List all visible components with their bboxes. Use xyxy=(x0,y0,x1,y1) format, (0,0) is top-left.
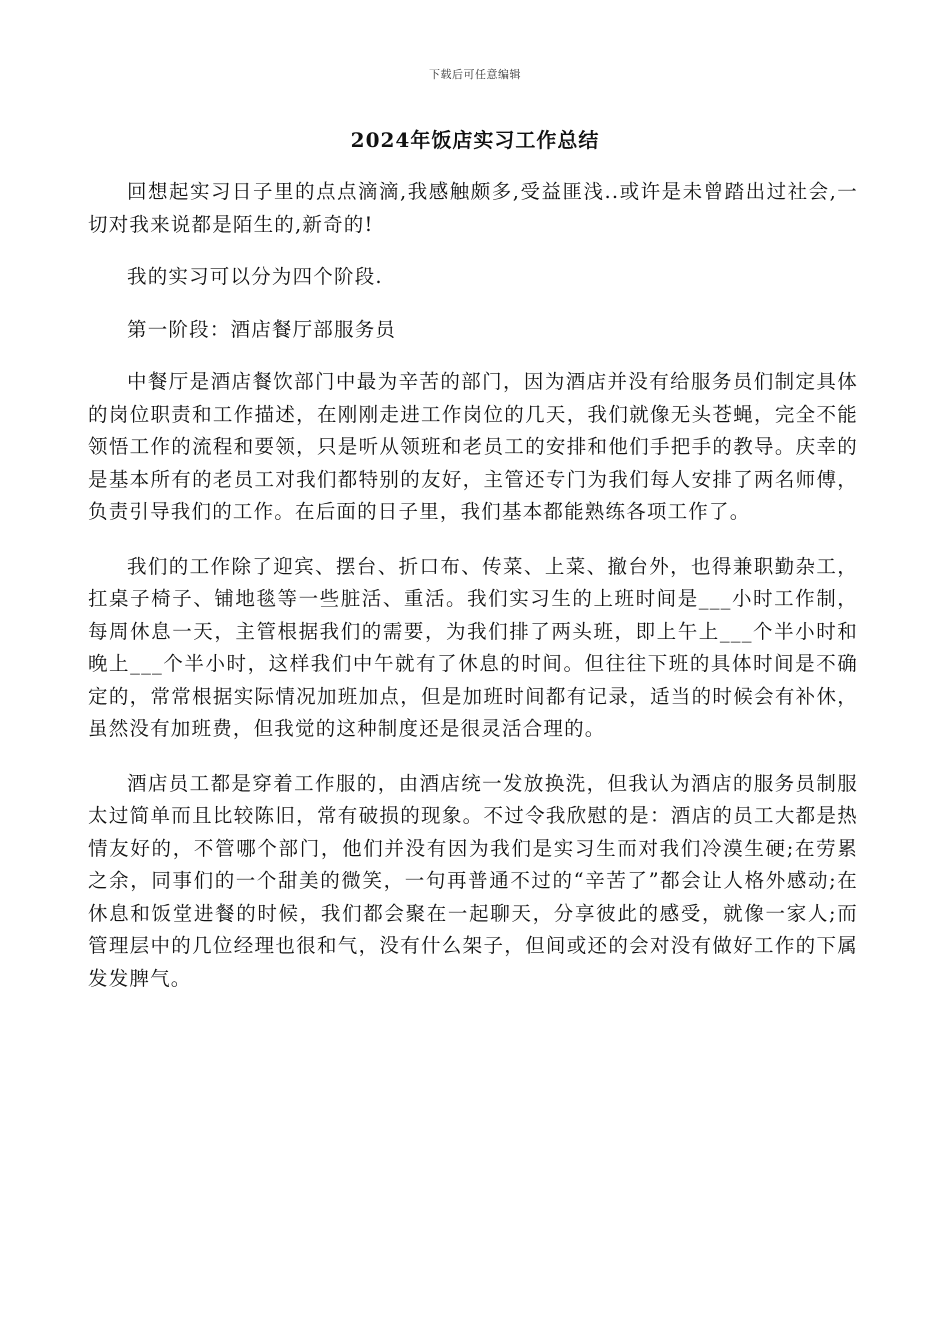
paragraph-work-duties: 我们的工作除了迎宾、摆台、折口布、传菜、上菜、撤台外，也得兼职勤杂工，扛桌子椅子、铺地毯等一些脏活、重活。我们实习生的上班时间是___小时工作制，每周休息一天，主管根据我们的需要，为我们排了两头班，即上午上___个半小时和晚上___个半小时，这样我们中午就有了休息的时间。但往往下班的具体时间是不确定的，常常根据实际情况加班加点，但是加班时间都有记录，适当的时候会有补休，虽然没有加班费，但我觉的这种制度还是很灵活合理的。 xyxy=(88,554,858,740)
header-note: 下载后可任意编辑 xyxy=(429,68,521,81)
section-heading-stage-one: 第一阶段：酒店餐厅部服务员 xyxy=(127,317,397,341)
document-title: 2024年饭店实习工作总结 xyxy=(350,128,600,152)
paragraph-staff-uniforms: 酒店员工都是穿着工作服的，由酒店统一发放换洗，但我认为酒店的服务员制服太过简单而且比较陈旧，常有破损的现象。不过令我欣慰的是：酒店的员工大都是热情友好的，不管哪个部门，他们并没有因为我们是实习生而对我们冷漠生硬;在劳累之余，同事们的一个甜美的微笑，一句再普通不过的“辛苦了”都会让人格外感动;在休息和饭堂进餐的时候，我们都会聚在一起聊天，分享彼此的感受，就像一家人;而管理层中的几位经理也很和气，没有什么架子，但间或还的会对没有做好工作的下属发发脾气。 xyxy=(88,771,858,990)
paragraph-stages: 我的实习可以分为四个阶段. xyxy=(127,265,383,288)
document-body xyxy=(88,176,858,995)
paragraph-intro: 回想起实习日子里的点点滴滴,我感触颇多,受益匪浅..或许是未曾踏出过社会,一切对我来说都是陌生的,新奇的! xyxy=(88,180,858,236)
paragraph-chinese-restaurant: 中餐厅是酒店餐饮部门中最为辛苦的部门，因为酒店并没有给服务员们制定具体的岗位职责和工作描述，在刚刚走进工作岗位的几天，我们就像无头苍蝇，完全不能领悟工作的流程和要领，只是听从领班和老员工的安排和他们手把手的教导。庆幸的是基本所有的老员工对我们都特别的友好，主管还专门为我们每人安排了两名师傅，负责引导我们的工作。在后面的日子里，我们基本都能熟练各项工作了。 xyxy=(88,370,858,523)
